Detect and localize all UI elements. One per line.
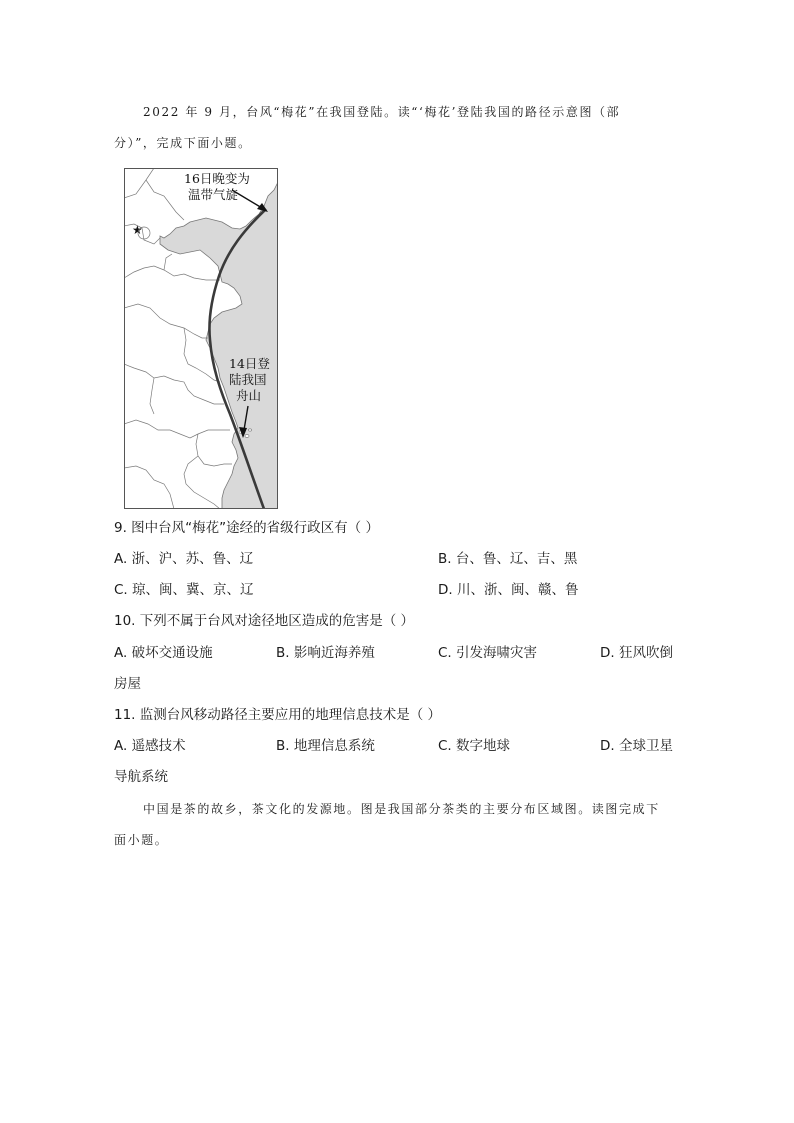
- q11-option-b[interactable]: B. 地理信息系统: [276, 738, 375, 754]
- q10-option-b[interactable]: B. 影响近海养殖: [276, 645, 375, 661]
- q9-option-d[interactable]: D. 川、浙、闽、赣、鲁: [438, 582, 579, 598]
- label-landfall-3: 舟山: [236, 388, 262, 403]
- beijing-star-icon: ★: [132, 223, 143, 237]
- q11-option-a[interactable]: A. 遥感技术: [114, 738, 186, 754]
- label-extratropical-2: 温带气旋: [188, 187, 239, 202]
- q9-option-c[interactable]: C. 琼、闽、冀、京、辽: [114, 582, 254, 598]
- q9-option-a[interactable]: A. 浙、沪、苏、鲁、辽: [114, 551, 254, 567]
- q10-option-a[interactable]: A. 破坏交通设施: [114, 645, 213, 661]
- q11-option-c[interactable]: C. 数字地球: [438, 738, 511, 754]
- label-landfall-1: 14日登: [229, 356, 270, 371]
- q10-option-d-continued: 房屋: [114, 676, 141, 692]
- q10-option-c[interactable]: C. 引发海啸灾害: [438, 645, 538, 661]
- tea-intro-line-2: 面小题。: [114, 833, 169, 847]
- typhoon-track-map: [124, 168, 278, 509]
- label-landfall-2: 陆我国: [229, 372, 267, 387]
- q10-stem: 10. 下列不属于台风对途径地区造成的危害是（ ）: [114, 613, 415, 629]
- q9-stem: 9. 图中台风“梅花”途经的省级行政区有（ ）: [114, 520, 379, 536]
- label-extratropical-1: 16日晚变为: [184, 171, 250, 186]
- q11-option-d[interactable]: D. 全球卫星: [600, 738, 673, 754]
- q11-option-d-continued: 导航系统: [114, 769, 168, 785]
- q10-option-d[interactable]: D. 狂风吹倒: [600, 645, 673, 661]
- intro-line-1: 2022 年 9 月，台风“梅花”在我国登陆。读“‘梅花’登陆我国的路径示意图（部: [143, 105, 621, 119]
- tea-intro-line-1: 中国是茶的故乡，茶文化的发源地。图是我国部分茶类的主要分布区域图。读图完成下: [143, 802, 660, 816]
- intro-line-2: 分）”，完成下面小题。: [114, 136, 252, 150]
- q9-option-b[interactable]: B. 台、鲁、辽、吉、黑: [438, 551, 578, 567]
- q11-stem: 11. 监测台风移动路径主要应用的地理信息技术是（ ）: [114, 707, 442, 723]
